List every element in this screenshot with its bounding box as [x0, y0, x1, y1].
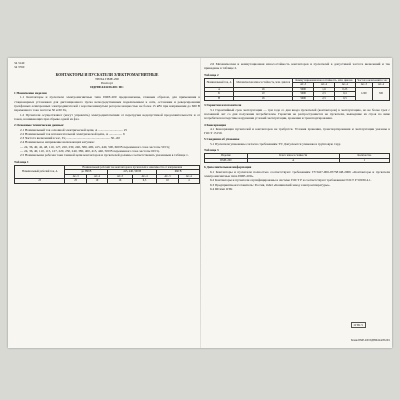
spec-item: 2.2 Номинальный ток вспомогательной электрической цепи, А ................ 6 — [20, 131, 125, 136]
table-2-caption: Таблица 2 — [204, 72, 219, 77]
table-2-category: АС-4 — [334, 83, 355, 88]
table-3-caption: Таблица 3 — [204, 148, 219, 153]
table-2-cell: 5000 — [293, 87, 314, 92]
table-3-cell: 1 — [339, 158, 389, 163]
table-1-cell: 4 — [178, 179, 199, 184]
table-3-cell: ПМЕ-200 — [205, 158, 248, 163]
table-2-category: АС-4 — [372, 83, 389, 88]
table-1-category: АС-4 — [178, 174, 199, 179]
info-item: 6.4 Штамп ОТК — [210, 186, 233, 191]
table-row — [15, 179, 200, 184]
table-1-head-group: Номинальный рабочий ток контакторов и пускателей в зависимости от напряжения — [65, 165, 200, 170]
right-page — [204, 62, 390, 344]
table-2-cell: 10 — [234, 92, 293, 97]
table-1-category: АС-3 — [108, 174, 133, 179]
product-code-2: 34 3760 — [14, 64, 25, 69]
info-item: 6.1 Контакторы и пускатели полностью соответствуют требованиям ТУ3427-006-05758148-2006 «Контакторы и пускатели электромагнитные типа ПМЕ-200». — [204, 169, 390, 178]
table-2-cell: 16 — [234, 87, 293, 92]
table-2-cell: А — [205, 87, 234, 92]
table-1-head-current: Номинальный рабочий ток, А — [15, 165, 65, 179]
table-1-cell: 25 — [15, 179, 65, 184]
document-kind: Паспорт — [100, 81, 114, 86]
table-2-cell: Б — [205, 92, 234, 97]
table-2-cell: 0,4 — [334, 92, 355, 97]
page-gutter — [200, 58, 201, 348]
table-1 — [14, 165, 200, 184]
table-2-cell: 16 — [234, 96, 293, 101]
table-1-cell: 10 — [157, 179, 178, 184]
table-1-caption: Таблица 1 — [14, 159, 29, 164]
section-1-text: 1.1 Контакторы и пускатели электромагнитные типа ПМЕ-200 предназначены, главным образом, для применения в стационарных установках для дистанционного пуска непосредственным подключением к сети, остановки и реверсирования трехфазных асинхронных электродвигателей с короткозамкнутым ротором мощностью не более 15 кВт при напряжении до 660 В переменного тока частоты 50 и 60 Гц. — [14, 95, 200, 113]
table-2-cell: 5000 — [293, 92, 314, 97]
table-2-head: Механическая износостойкость, млн. циклов — [234, 78, 293, 87]
info-item: 6.2 Контакторы и пускатели сертифицированы в системе ГОСТ Р и соответствуют требованиям ГОСТ Р 50030.4.1. — [210, 178, 372, 183]
spec-item: 2.3 Частота включений в час, Гц ..................................................... 30...60 — [20, 136, 120, 141]
table-3-head: Количество — [339, 154, 389, 159]
section-6-heading: 6 Дополнительная информация — [204, 165, 252, 170]
table-2-head: Коммутационная износостойкость, млн. циклов — [293, 78, 356, 83]
table-row — [205, 158, 390, 163]
table-2-category: АС-4 — [314, 83, 335, 88]
type-line: ТИПА ПМЕ-200 — [94, 77, 119, 82]
left-page — [14, 62, 200, 344]
section-4-heading: 4 Консервация — [204, 122, 227, 127]
table-1-category: АС-4 — [86, 174, 107, 179]
table-1-cell: 16 — [108, 179, 133, 184]
section-1-text-2: 1.2 Пускатели осуществляют (могут управлять) электродвигателями от перегрузки недопустимой продолжительности и от токов, возникающих при обрыве одной из фаз. — [14, 112, 200, 121]
qc-stamp: ОТК 5 — [351, 322, 366, 328]
document-code: ИДНФ.644236.001 ПС — [90, 85, 124, 90]
section-5-heading: 5 Сведения об упаковке — [204, 137, 240, 142]
table-2-category: АС-3 — [355, 83, 372, 88]
section-3-text: 3.1 Гарантийный срок эксплуатации — три года со дня ввода пускателей (контакторов) в эксплуатацию, но не более трех с половиной лет со дня получения потребителем. Гарантия не распространяется на пускатели, вышедшие из строя по вине потребителя вследствие нарушения условий эксплуатации, хранения и транспортирования. — [204, 107, 390, 121]
table-2-cell: 0,25 — [334, 87, 355, 92]
spec-item: 2.1 Номинальный ток основной электрической цепи, А .............................. 25 — [20, 127, 128, 132]
info-item: 6.3 Предприятие-изготовитель: Россия, ОАО «Кашинский завод электроаппаратуры». — [210, 182, 331, 187]
table-2-cell: 1200 — [355, 87, 372, 101]
table-1-cell: 10 — [86, 179, 107, 184]
table-1-cell: 25 — [65, 179, 86, 184]
table-1-subhead: 415, 440, 500 В — [108, 170, 157, 175]
table-1-cell: 6,3 — [132, 179, 157, 184]
spec-item: 2.5 Номинальная рабочая токи главной цепи контакторов и пускателей должны соответствовать указанным в таблице 1. — [20, 153, 189, 158]
section-2-heading: 2 Основные технические данные: — [14, 123, 65, 128]
table-2 — [204, 78, 390, 102]
spec-item: — 24, 36, 40, 42, 48, 110, 127, 220, 230, 240, 380, 400, 415, 440, 500, 660 В переменного тока частоты 50 Гц; — [20, 144, 170, 149]
table-1-category: АС-3 — [157, 174, 178, 179]
document-title: КОНТАКТОРЫ И ПУСКАТЕЛИ ЭЛЕКТРОМАГНИТНЫЕ — [55, 72, 159, 77]
table-2-cell: 5000 — [293, 96, 314, 101]
table-2-category: АС-3 — [293, 83, 314, 88]
table-2-cell: 2,5 — [314, 96, 335, 101]
table-1-category: АС-3 — [65, 174, 86, 179]
spec-item: 2.4 Номинальное напряжение включающих катушек: — [20, 140, 95, 145]
table-2-cell: 2,5 — [314, 92, 335, 97]
passport-sheet — [8, 58, 392, 348]
product-code-1: 34 3140 — [14, 62, 25, 65]
table-2-head: Номинальный ток, А — [205, 78, 234, 87]
table-1-subhead: до 380 В — [65, 170, 108, 175]
table-1-category: АС-4 — [132, 174, 157, 179]
section-4-text: 4.1 Консервация пускателей и контакторов не требуется. Условия хранения, транспортирования и эксплуатации указаны в ГОСТ 15150. — [204, 126, 390, 136]
table-2-cell: 1,6 — [314, 87, 335, 92]
intro-paragraph: 2.6 Механическая и коммутационная износостойкость контакторов и пускателей в допустимой частоте включений и так приведены в таблице 2. — [204, 62, 390, 71]
table-2-head: Частота включений в час — [355, 78, 389, 83]
table-3-head: Класс износостойкости — [247, 154, 339, 159]
table-2-cell: 0,3 — [334, 96, 355, 101]
page-footer: Бланк ПМЕ-200 ИДНФ.644236.001 — [351, 338, 390, 342]
table-3-head: Изделие — [205, 154, 248, 159]
spec-item: — 24, 36, 40, 110, 115, 127, 220, 230, 240, 380, 400, 415, 440, 500 В переменного тока частоты 60 Гц. — [20, 149, 160, 154]
table-2-cell: В — [205, 96, 234, 101]
table-3-cell: А — [247, 158, 339, 163]
section-1-heading: 1 Назначение изделия — [14, 91, 47, 96]
table-1-subhead: 660 В — [157, 170, 200, 175]
section-5-text: 5.1 Пускатели упакованы согласно требованиям ТУ. Допускается упаковка в групповую тару. — [210, 141, 341, 146]
section-3-heading: 3 Гарантии изготовителя — [204, 103, 242, 108]
table-2-cell: 300 — [372, 87, 389, 101]
table-3 — [204, 153, 390, 163]
